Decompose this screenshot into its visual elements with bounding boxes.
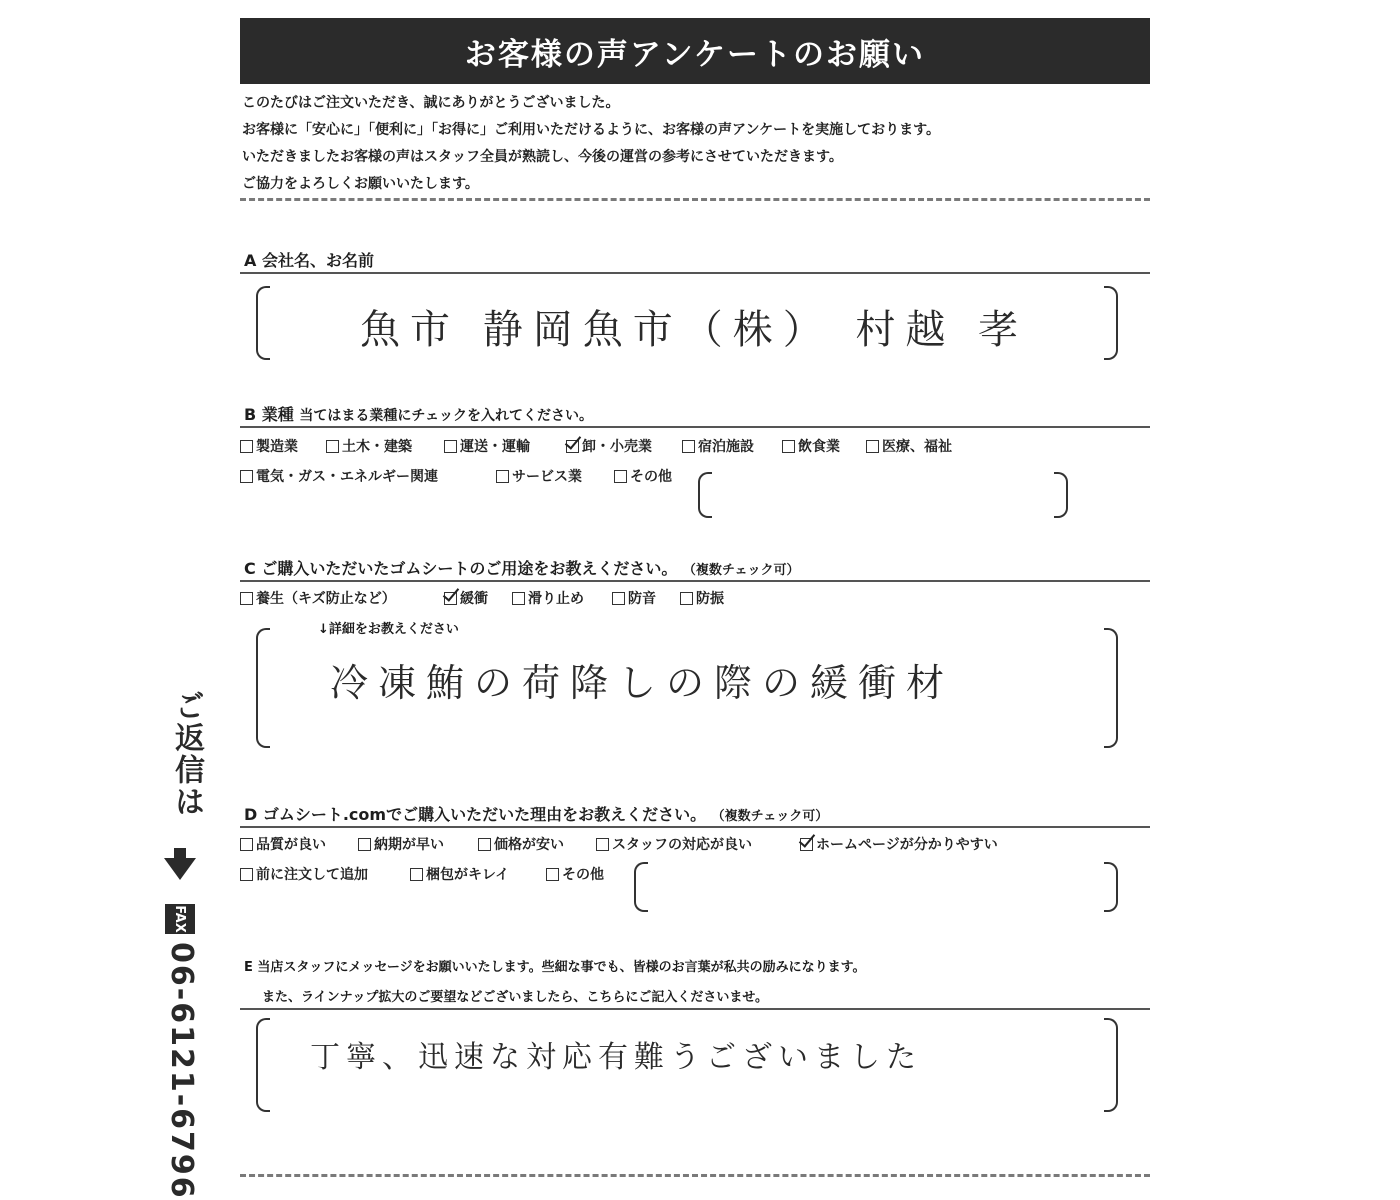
bracket-left bbox=[256, 628, 270, 748]
industry-checkbox[interactable]: 製造業 bbox=[240, 436, 298, 456]
checkbox-checked-icon bbox=[566, 440, 579, 453]
arrow-down-icon bbox=[164, 858, 196, 880]
industry-checkbox[interactable]: その他 bbox=[614, 466, 672, 486]
industry-checkbox[interactable]: 土木・建築 bbox=[326, 436, 412, 456]
section-b-title-main: B 業種 bbox=[244, 405, 294, 424]
industry-checkbox-checked[interactable]: 卸・小売業 bbox=[566, 436, 652, 456]
other-bracket-right bbox=[1104, 862, 1118, 912]
section-a-rule bbox=[240, 272, 1150, 274]
section-c-note: （複数チェック可） bbox=[682, 563, 800, 578]
reason-checkbox[interactable]: 品質が良い bbox=[240, 834, 326, 854]
intro-line: このたびはご注文いただき、誠にありがとうございました。 bbox=[242, 95, 620, 111]
section-c-rule bbox=[240, 580, 1150, 582]
checkbox-icon bbox=[410, 868, 423, 881]
section-e-rule bbox=[240, 1008, 1150, 1010]
usage-detail-field[interactable]: 冷凍鮪の荷降しの際の緩衝材 bbox=[330, 661, 955, 705]
detail-label: ↓詳細をお教えください bbox=[318, 622, 459, 637]
checkbox-icon bbox=[240, 470, 253, 483]
checkbox-icon bbox=[240, 868, 253, 881]
bracket-right bbox=[1104, 1018, 1118, 1112]
checkbox-icon bbox=[444, 440, 457, 453]
section-b-title bbox=[244, 402, 593, 425]
section-a-title: A 会社名、お名前 bbox=[244, 251, 374, 270]
checkbox-icon bbox=[512, 592, 525, 605]
usage-checkbox[interactable]: 滑り止め bbox=[512, 588, 584, 608]
company-name-field[interactable]: 魚市 静岡魚市（株） 村越 孝 bbox=[360, 307, 1029, 353]
checkbox-icon bbox=[240, 440, 253, 453]
checkbox-icon bbox=[240, 838, 253, 851]
industry-checkbox[interactable]: サービス業 bbox=[496, 466, 582, 486]
other-bracket-right bbox=[1054, 472, 1068, 518]
usage-checkbox[interactable]: 養生（キズ防止など） bbox=[240, 588, 396, 608]
industry-checkbox[interactable]: 運送・運輸 bbox=[444, 436, 530, 456]
reason-checkbox[interactable]: 価格が安い bbox=[478, 834, 564, 854]
checkbox-checked-icon bbox=[444, 592, 457, 605]
checkbox-checked-icon bbox=[800, 838, 813, 851]
section-d-title-main: D ゴムシート.comでご購入いただいた理由をお教えください。 bbox=[244, 805, 707, 824]
fax-reply-sidebar bbox=[150, 690, 210, 1200]
section-e-title: E 当店スタッフにメッセージをお願いいたします。些細な事でも、皆様のお言葉が私共の励みになります。 bbox=[244, 960, 866, 975]
section-d-title bbox=[244, 802, 828, 825]
reason-checkbox[interactable]: 前に注文して追加 bbox=[240, 864, 368, 884]
usage-checkbox[interactable]: 防振 bbox=[680, 588, 724, 608]
checkbox-icon bbox=[496, 470, 509, 483]
section-d-note: （複数チェック可） bbox=[711, 809, 829, 824]
divider-dashed bbox=[240, 198, 1150, 201]
bracket-left bbox=[256, 286, 270, 360]
reason-checkbox[interactable]: 納期が早い bbox=[358, 834, 444, 854]
reason-checkbox-checked[interactable]: ホームページが分かりやすい bbox=[800, 834, 998, 854]
intro-line: いただきましたお客様の声はスタッフ全員が熟読し、今後の運営の参考にさせていただきます。 bbox=[242, 149, 843, 165]
industry-checkbox[interactable]: 飲食業 bbox=[782, 436, 840, 456]
checkbox-icon bbox=[240, 592, 253, 605]
checkbox-icon bbox=[478, 838, 491, 851]
usage-checkbox[interactable]: 防音 bbox=[612, 588, 656, 608]
other-bracket-left bbox=[698, 472, 712, 518]
section-d-rule bbox=[240, 826, 1150, 828]
fax-label: ご返信は bbox=[169, 690, 204, 818]
reason-checkbox[interactable]: スタッフの対応が良い bbox=[596, 834, 752, 854]
checkbox-icon bbox=[326, 440, 339, 453]
checkbox-icon bbox=[358, 838, 371, 851]
bracket-left bbox=[256, 1018, 270, 1112]
checkbox-icon bbox=[682, 440, 695, 453]
industry-checkbox[interactable]: 電気・ガス・エネルギー関連 bbox=[240, 466, 438, 486]
section-e-subtitle: また、ラインナップ拡大のご要望などございましたら、こちらにご記入くださいませ。 bbox=[262, 990, 768, 1005]
checkbox-icon bbox=[680, 592, 693, 605]
page-title: お客様の声アンケートのお願い bbox=[240, 18, 1150, 84]
checkbox-icon bbox=[596, 838, 609, 851]
reason-checkbox[interactable]: その他 bbox=[546, 864, 604, 884]
checkbox-icon bbox=[782, 440, 795, 453]
checkbox-icon bbox=[614, 470, 627, 483]
industry-checkbox[interactable]: 医療、福祉 bbox=[866, 436, 952, 456]
section-b-subtitle: 当てはまる業種にチェックを入れてください。 bbox=[299, 408, 593, 424]
fax-number: 06-6121-6796 bbox=[164, 942, 199, 1200]
industry-checkbox[interactable]: 宿泊施設 bbox=[682, 436, 754, 456]
section-c-title-main: C ご購入いただいたゴムシートのご用途をお教えください。 bbox=[244, 559, 678, 578]
fax-badge: FAX bbox=[165, 904, 195, 934]
reason-checkbox[interactable]: 梱包がキレイ bbox=[410, 864, 509, 884]
bracket-right bbox=[1104, 286, 1118, 360]
section-c-title bbox=[244, 556, 800, 579]
message-field[interactable]: 丁寧、迅速な対応有難うございました bbox=[310, 1040, 922, 1075]
intro-text bbox=[242, 90, 940, 198]
usage-checkbox-checked[interactable]: 緩衝 bbox=[444, 588, 488, 608]
other-bracket-left bbox=[634, 862, 648, 912]
section-b-rule bbox=[240, 426, 1150, 428]
bracket-right bbox=[1104, 628, 1118, 748]
checkbox-icon bbox=[546, 868, 559, 881]
intro-line: ご協力をよろしくお願いいたします。 bbox=[242, 176, 479, 192]
checkbox-icon bbox=[612, 592, 625, 605]
checkbox-icon bbox=[866, 440, 879, 453]
divider-dashed bbox=[240, 1174, 1150, 1177]
intro-line: お客様に「安心に」「便利に」「お得に」ご利用いただけるように、お客様の声アンケートを実施しております。 bbox=[242, 122, 941, 138]
